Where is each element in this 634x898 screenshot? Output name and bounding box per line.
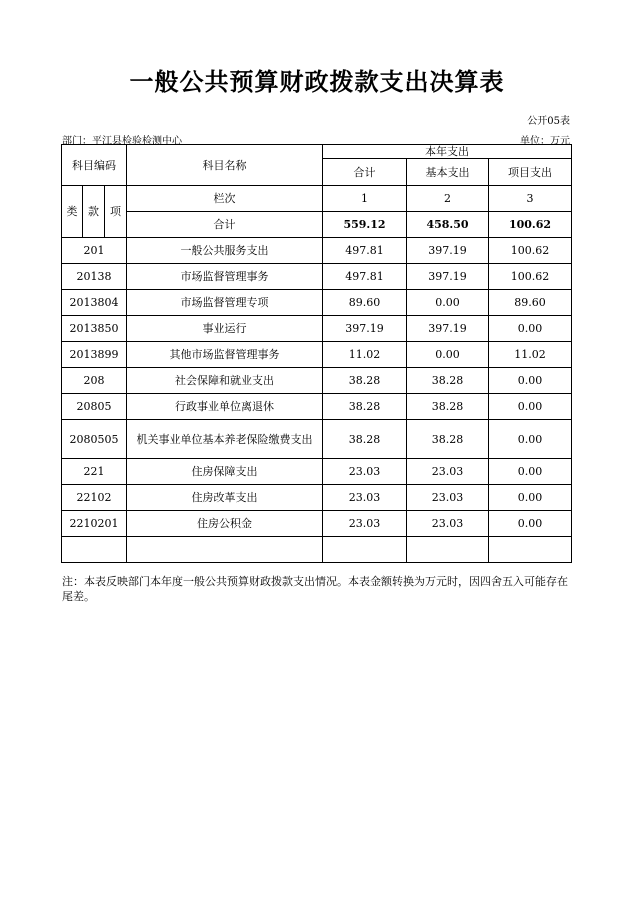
empty-row (62, 537, 572, 563)
summary-project: 100.62 (489, 212, 572, 238)
table-row (62, 264, 572, 290)
row-project: 11.02 (489, 342, 572, 368)
row-basic: 397.19 (407, 238, 489, 264)
header-this-year: 本年支出 (323, 145, 572, 159)
row-total: 497.81 (323, 264, 407, 290)
row-name: 市场监督管理专项 (127, 290, 323, 316)
row-total: 38.28 (323, 394, 407, 420)
summary-total: 559.12 (323, 212, 407, 238)
row-total: 38.28 (323, 368, 407, 394)
row-basic: 38.28 (407, 420, 489, 459)
empty-cell (62, 537, 127, 563)
empty-cell (323, 537, 407, 563)
row-name: 住房保障支出 (127, 459, 323, 485)
summary-basic: 458.50 (407, 212, 489, 238)
row-total: 23.03 (323, 511, 407, 537)
row-total: 23.03 (323, 485, 407, 511)
row-basic: 23.03 (407, 485, 489, 511)
row-name: 市场监督管理事务 (127, 264, 323, 290)
row-code: 2080505 (62, 420, 127, 459)
header-subject-name: 科目名称 (127, 145, 323, 186)
footnote: 注：本表反映部门本年度一般公共预算财政拨款支出情况。本表金额转换为万元时，因四舍五入可能存在尾差。 (62, 575, 568, 603)
row-name: 机关事业单位基本养老保险缴费支出 (127, 420, 323, 459)
unit-label: 单位：万元 (520, 136, 570, 147)
table-row (62, 459, 572, 485)
row-code: 208 (62, 368, 127, 394)
header-subject-code: 科目编码 (62, 145, 127, 186)
row-basic: 23.03 (407, 459, 489, 485)
row-total: 23.03 (323, 459, 407, 485)
row-code: 22102 (62, 485, 127, 511)
row-code: 20138 (62, 264, 127, 290)
row-code: 201 (62, 238, 127, 264)
row-code: 20805 (62, 394, 127, 420)
row-project: 0.00 (489, 394, 572, 420)
row-project: 0.00 (489, 459, 572, 485)
row-basic: 38.28 (407, 394, 489, 420)
row-code: 2013850 (62, 316, 127, 342)
row-project: 0.00 (489, 420, 572, 459)
header-project: 项目支出 (489, 159, 572, 186)
expenditure-table (61, 144, 572, 563)
empty-cell (489, 537, 572, 563)
row-basic: 397.19 (407, 264, 489, 290)
row-total: 38.28 (323, 420, 407, 459)
row-total: 11.02 (323, 342, 407, 368)
column-label: 栏次 (127, 186, 323, 212)
table-row (62, 420, 572, 459)
row-code: 221 (62, 459, 127, 485)
table-row (62, 368, 572, 394)
header-xiang: 项 (105, 186, 127, 238)
row-project: 100.62 (489, 238, 572, 264)
row-total: 397.19 (323, 316, 407, 342)
row-basic: 0.00 (407, 342, 489, 368)
row-basic: 38.28 (407, 368, 489, 394)
row-name: 一般公共服务支出 (127, 238, 323, 264)
row-project: 0.00 (489, 485, 572, 511)
column-number-1: 1 (323, 186, 407, 212)
row-total: 497.81 (323, 238, 407, 264)
row-code: 2013899 (62, 342, 127, 368)
row-code: 2013804 (62, 290, 127, 316)
summary-label: 合计 (127, 212, 323, 238)
page-title: 一般公共预算财政拨款支出决算表 (129, 68, 505, 96)
row-name: 住房公积金 (127, 511, 323, 537)
row-project: 89.60 (489, 290, 572, 316)
department-label: 部门：平江县检验检测中心 (62, 136, 182, 147)
row-name: 事业运行 (127, 316, 323, 342)
empty-cell (407, 537, 489, 563)
table-row (62, 511, 572, 537)
row-project: 0.00 (489, 368, 572, 394)
header-total: 合计 (323, 159, 407, 186)
row-basic: 23.03 (407, 511, 489, 537)
header-lei: 类 (62, 186, 83, 238)
table-row (62, 342, 572, 368)
row-project: 100.62 (489, 264, 572, 290)
table-row (62, 238, 572, 264)
row-name: 社会保障和就业支出 (127, 368, 323, 394)
row-basic: 0.00 (407, 290, 489, 316)
row-name: 住房改革支出 (127, 485, 323, 511)
row-code: 2210201 (62, 511, 127, 537)
table-row (62, 316, 572, 342)
empty-cell (127, 537, 323, 563)
column-number-3: 3 (489, 186, 572, 212)
table-row (62, 290, 572, 316)
table-row (62, 394, 572, 420)
table-row (62, 485, 572, 511)
row-project: 0.00 (489, 511, 572, 537)
form-code: 公开05表 (527, 116, 570, 127)
row-basic: 397.19 (407, 316, 489, 342)
row-total: 89.60 (323, 290, 407, 316)
header-basic: 基本支出 (407, 159, 489, 186)
header-kuan: 款 (83, 186, 105, 238)
row-name: 行政事业单位离退休 (127, 394, 323, 420)
row-project: 0.00 (489, 316, 572, 342)
row-name: 其他市场监督管理事务 (127, 342, 323, 368)
column-number-2: 2 (407, 186, 489, 212)
